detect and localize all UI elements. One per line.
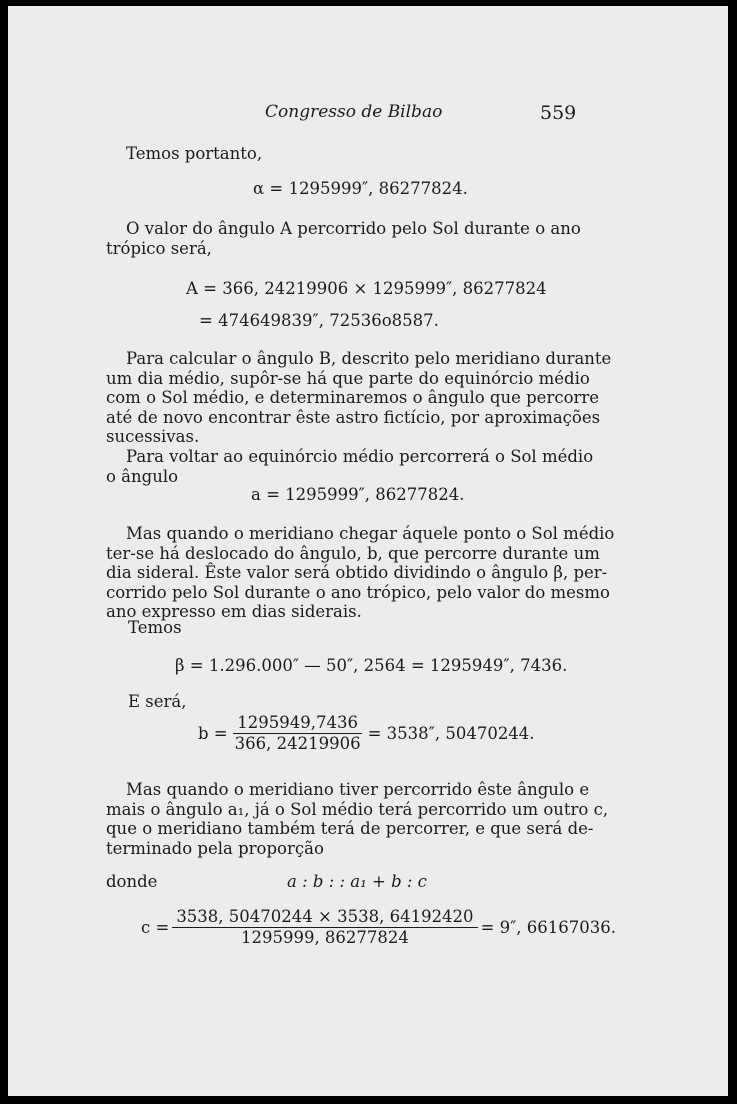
- fraction: [172, 908, 477, 947]
- equation-rhs: = 3538″, 50470244.: [367, 724, 535, 743]
- fraction: [231, 714, 365, 753]
- text-line: Para calcular o ângulo B, descrito pelo meridiano durante: [126, 349, 612, 368]
- text-line: O valor do ângulo A percorrido pelo Sol durante o ano: [126, 219, 581, 238]
- running-title: Congresso de Bilbao: [265, 102, 443, 122]
- text-line: até de novo encontrar êste astro fictício, por aproximações: [106, 407, 601, 427]
- text-line: o ângulo: [106, 466, 179, 486]
- paragraph-angulo-a: [106, 219, 582, 258]
- equation-c-fraction: [141, 908, 616, 947]
- label-donde: donde: [106, 872, 158, 891]
- fraction-numerator: 1295949,7436: [233, 714, 362, 734]
- text-line: mais o ângulo a₁, já o Sol médio terá percorrido um outro c,: [106, 799, 609, 819]
- text-line: Temos portanto,: [126, 144, 263, 163]
- paragraph-temos-portanto: [126, 144, 602, 164]
- text-line: corrido pelo Sol durante o ano trópico, pelo valor do mesmo: [106, 582, 610, 602]
- paragraph-voltar-equinorcio: [106, 447, 594, 486]
- text-line: um dia médio, supôr-se há que parte do equinórcio médio: [106, 368, 590, 388]
- paragraph-mais-o-angulo: [106, 780, 609, 858]
- paragraph-angulo-b: [106, 349, 612, 447]
- text-line: trópico será,: [106, 238, 212, 258]
- equation-beta: β = 1.296.000″ — 50″, 2564 = 1295949″, 7436.: [175, 656, 568, 675]
- equation-a-line-1: A = 366, 24219906 × 1295999″, 86277824: [186, 279, 547, 298]
- book-page: [8, 6, 728, 1096]
- paragraph-e-sera: E será,: [128, 692, 187, 711]
- paragraph-meridiano: [106, 524, 615, 622]
- equation-a-angle: a = 1295999″, 86277824.: [251, 485, 465, 504]
- equation-b-fraction: [198, 714, 535, 753]
- text-line: com o Sol médio, e determinaremos o ângulo que percorre: [106, 388, 600, 407]
- text-line: sucessivas.: [106, 427, 200, 446]
- fraction-denominator: 1295999, 86277824: [240, 928, 409, 947]
- equation-a-line-2: = 474649839″, 72536o8587.: [199, 311, 439, 330]
- text-line: ano expresso em dias siderais.: [106, 602, 362, 621]
- fraction-denominator: 366, 24219906: [234, 734, 361, 753]
- equation-alpha: α = 1295999″, 86277824.: [253, 179, 468, 198]
- text-line: que o meridiano também terá de percorrer, e que será de-: [106, 819, 594, 838]
- text-line: Mas quando o meridiano chegar áquele ponto o Sol médio: [126, 524, 615, 543]
- fraction-numerator: 3538, 50470244 × 3538, 64192420: [172, 908, 477, 928]
- text-line: ter-se há deslocado do ângulo, b, que percorre durante um: [106, 543, 600, 563]
- equation-rhs: = 9″, 66167036.: [480, 918, 617, 937]
- text-line: Mas quando o meridiano tiver percorrido êste ângulo e: [126, 780, 590, 799]
- text-line: terminado pela proporção: [106, 838, 324, 858]
- text-line: dia sideral. Êste valor será obtido dividindo o ângulo β, per-: [106, 563, 608, 582]
- equation-proportion: a : b : : a₁ + b : c: [287, 872, 427, 891]
- equation-lhs: b =: [198, 724, 228, 743]
- equation-lhs: c =: [141, 918, 170, 937]
- paragraph-temos: Temos: [128, 618, 182, 637]
- text-line: Para voltar ao equinórcio médio percorrerá o Sol médio: [126, 447, 594, 466]
- page-number: 559: [540, 102, 577, 124]
